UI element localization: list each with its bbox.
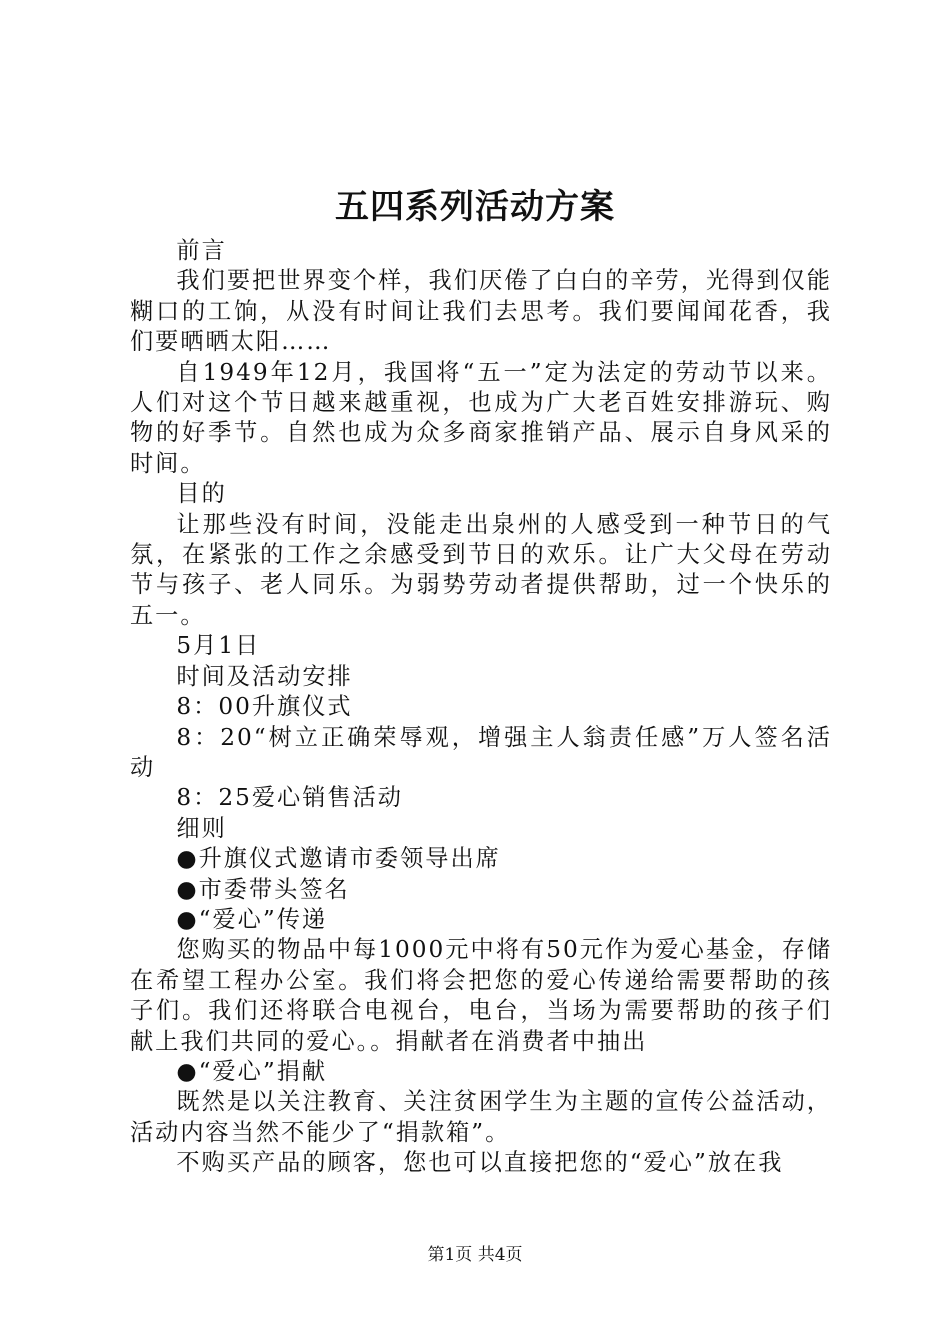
paragraph: 8：00升旗仪式	[176, 693, 353, 721]
document-title: 五四系列活动方案	[335, 187, 615, 227]
paragraph: 8：20“树立正确荣辱观，增强主人翁责任感”万人签名活动	[130, 723, 832, 781]
paragraph: ●“爱心”传递	[176, 905, 328, 933]
paragraph: 前言	[176, 237, 227, 264]
document-body	[130, 236, 832, 1179]
paragraph: 5月1日	[176, 632, 261, 660]
paragraph: ●升旗仪式邀请市委领导出席	[176, 845, 501, 873]
paragraph: 目的	[176, 480, 227, 508]
paragraph: 自1949年12月，我国将“五一”定为法定的劳动节以来。人们对这个节日越来越重视，也成为广大老百姓安排游玩、购物的好季节。自然也成为众多商家推销产品、展示自身风采的时间。	[130, 358, 832, 477]
paragraph: 既然是以关注教育、关注贫困学生为主题的宣传公益活动，活动内容当然不能少了“捐款箱”。	[130, 1088, 832, 1146]
page-footer: 第1页 共4页	[427, 1245, 523, 1265]
paragraph: 您购买的物品中每1000元中将有50元作为爱心基金，存储在希望工程办公室。我们将会把您的爱心传递给需要帮助的孩子们。我们还将联合电视台，电台，当场为需要帮助的孩子们献上我们共同的爱心。。捐献者在消费者中抽出	[130, 936, 832, 1055]
paragraph: ●“爱心”捐献	[176, 1057, 328, 1085]
paragraph: 我们要把世界变个样，我们厌倦了白白的辛劳，光得到仅能糊口的工饷，从没有时间让我们去思考。我们要闻闻花香，我们要晒晒太阳……	[130, 267, 832, 356]
paragraph: 8：25爱心销售活动	[176, 784, 403, 812]
paragraph: 时间及活动安排	[176, 662, 353, 690]
paragraph: 不购买产品的顾客，您也可以直接把您的“爱心”放在我	[176, 1149, 784, 1177]
paragraph: 让那些没有时间，没能走出泉州的人感受到一种节日的气氛，在紧张的工作之余感受到节日的欢乐。让广大父母在劳动节与孩子、老人同乐。为弱势劳动者提供帮助，过一个快乐的五一。	[130, 510, 832, 629]
paragraph: 细则	[176, 814, 227, 842]
paragraph: ●市委带头签名	[176, 875, 350, 903]
